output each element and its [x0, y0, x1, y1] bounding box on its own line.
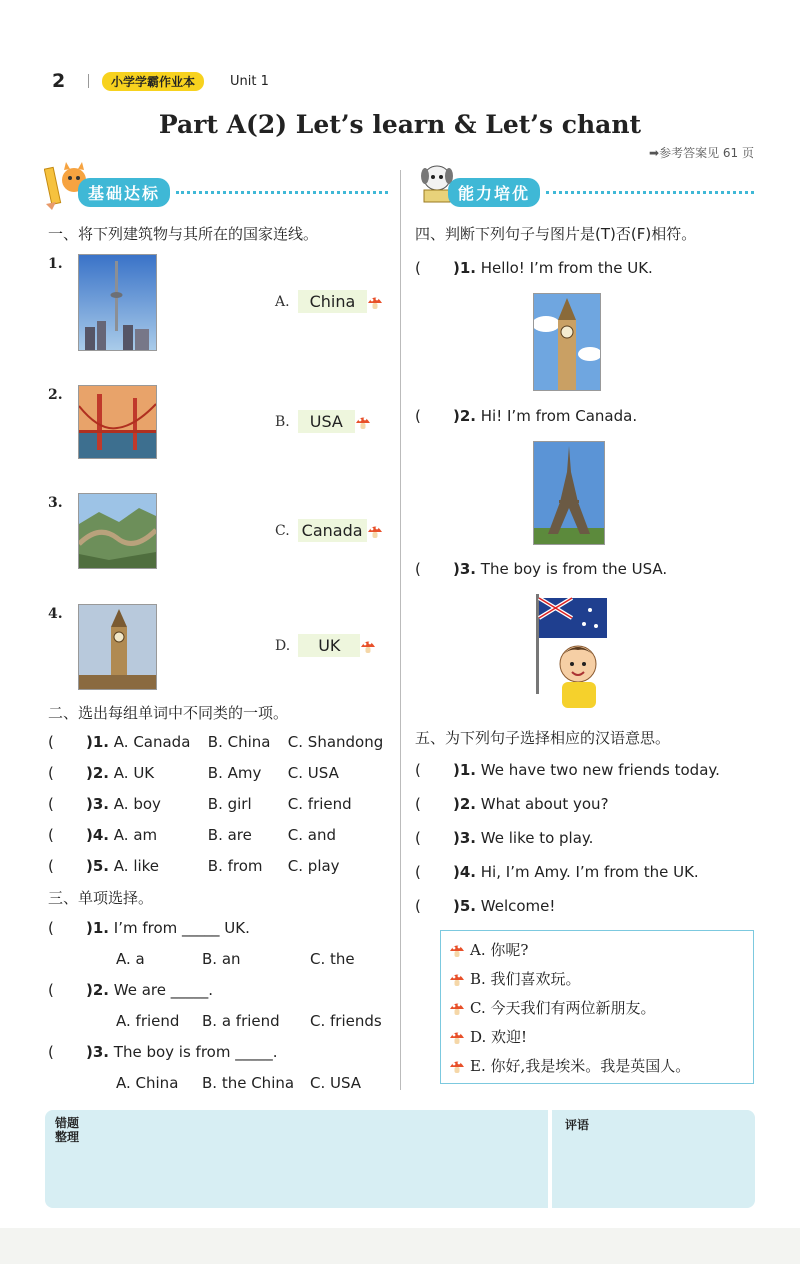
answer-reference: ➡参考答案见 61 页	[649, 146, 754, 160]
q4-question[interactable]: ( )1. Hello! I’m from the UK.	[415, 259, 653, 277]
golden-gate-photo	[78, 385, 157, 459]
q2-row[interactable]: ( )2. A. UK B. Amy C. USA	[48, 764, 339, 782]
q4-question[interactable]: ( )2. Hi! I’m from Canada.	[415, 407, 638, 425]
q1-option-b[interactable]: B. USA	[275, 410, 376, 433]
q3-choice-c[interactable]: C. the	[310, 950, 355, 968]
header-divider	[88, 74, 89, 88]
big-ben-photo	[533, 293, 601, 391]
q5-question[interactable]: ( )5. Welcome!	[415, 897, 556, 915]
q2-heading: 二、选出每组单词中不同类的一项。	[48, 704, 289, 722]
q3-choice-c[interactable]: C. USA	[310, 1074, 362, 1092]
answer-choice: E. 你好,我是埃米。我是英国人。	[449, 1055, 690, 1076]
dotted-line	[546, 191, 754, 194]
q3-choice-a[interactable]: A. friend	[116, 1012, 180, 1030]
q3-question[interactable]: ( )2. We are _____.	[48, 981, 214, 999]
great-wall-photo	[78, 493, 157, 569]
q1-heading: 一、将下列建筑物与其所在的国家连线。	[48, 225, 319, 243]
q3-choice-b[interactable]: B. an	[202, 950, 241, 968]
unit-label: Unit 1	[230, 74, 269, 89]
q2-row[interactable]: ( )1. A. Canada B. China C. Shandong	[48, 733, 384, 751]
q5-heading: 五、为下列句子选择相应的汉语意思。	[415, 729, 671, 747]
mushroom-icon	[449, 1029, 465, 1045]
q5-question[interactable]: ( )3. We like to play.	[415, 829, 594, 847]
answer-choice: D. 欢迎!	[449, 1026, 527, 1047]
answer-choice: B. 我们喜欢玩。	[449, 968, 581, 989]
q3-heading: 三、单项选择。	[48, 889, 154, 907]
q1-item-number: 4.	[48, 606, 63, 622]
q2-row[interactable]: ( )3. A. boy B. girl C. friend	[48, 795, 352, 813]
q1-item-number: 1.	[48, 256, 63, 272]
q3-choice-b[interactable]: B. the China	[202, 1074, 295, 1092]
mushroom-icon	[367, 294, 383, 310]
answer-choices-box	[440, 930, 754, 1084]
section-header-basic	[78, 178, 388, 207]
mushroom-icon	[367, 523, 383, 539]
section-header-advanced	[448, 178, 754, 207]
mushroom-icon	[355, 414, 371, 430]
cn-tower-photo	[78, 254, 157, 351]
q3-question[interactable]: ( )3. The boy is from _____.	[48, 1043, 278, 1061]
q4-heading: 四、判断下列句子与图片是(T)否(F)相符。	[415, 225, 697, 243]
q1-option-word: USA	[298, 410, 355, 433]
q2-row[interactable]: ( )5. A. like B. from C. play	[48, 857, 340, 875]
q1-option-c[interactable]: C. Canada	[275, 519, 388, 542]
q3-choice-a[interactable]: A. China	[116, 1074, 179, 1092]
q4-question[interactable]: ( )3. The boy is from the USA.	[415, 560, 668, 578]
q3-choice-c[interactable]: C. friends	[310, 1012, 382, 1030]
error-notes-label[interactable]: 错题 整理	[55, 1116, 80, 1144]
big-ben-photo	[78, 604, 157, 690]
q1-option-word: UK	[298, 634, 360, 657]
column-divider	[400, 170, 401, 1090]
mushroom-icon	[449, 971, 465, 987]
mushroom-icon	[449, 942, 465, 958]
q3-choice-b[interactable]: B. a friend	[202, 1012, 280, 1030]
q3-question[interactable]: ( )1. I’m from _____ UK.	[48, 919, 250, 937]
q1-option-word: China	[298, 290, 368, 313]
mushroom-icon	[360, 638, 376, 654]
q1-option-a[interactable]: A. China	[275, 290, 388, 313]
section-label-advanced: 能力培优	[448, 178, 540, 207]
q3-choice-a[interactable]: A. a	[116, 950, 145, 968]
book-badge: 小学学霸作业本	[102, 72, 204, 91]
q5-question[interactable]: ( )2. What about you?	[415, 795, 609, 813]
boy-with-flag-illustration	[532, 592, 612, 710]
q2-row[interactable]: ( )4. A. am B. are C. and	[48, 826, 337, 844]
q1-item-number: 3.	[48, 495, 63, 511]
footer-divider	[548, 1110, 552, 1208]
q1-option-d[interactable]: D. UK	[275, 634, 381, 657]
section-label-basic: 基础达标	[78, 178, 170, 207]
notes-footer	[45, 1110, 755, 1208]
answer-choice: A. 你呢?	[449, 939, 528, 960]
answer-choice: C. 今天我们有两位新朋友。	[449, 997, 655, 1018]
dotted-line	[176, 191, 388, 194]
q5-question[interactable]: ( )1. We have two new friends today.	[415, 761, 720, 779]
page-title: Part A(2) Let’s learn & Let’s chant	[158, 110, 642, 139]
mushroom-icon	[449, 1000, 465, 1016]
eiffel-tower-photo	[533, 441, 605, 545]
comment-label[interactable]: 评语	[565, 1118, 590, 1132]
mushroom-icon	[449, 1058, 465, 1074]
page-number: 2	[52, 70, 66, 92]
q5-question[interactable]: ( )4. Hi, I’m Amy. I’m from the UK.	[415, 863, 699, 881]
q1-item-number: 2.	[48, 387, 63, 403]
q1-option-word: Canada	[298, 519, 367, 542]
